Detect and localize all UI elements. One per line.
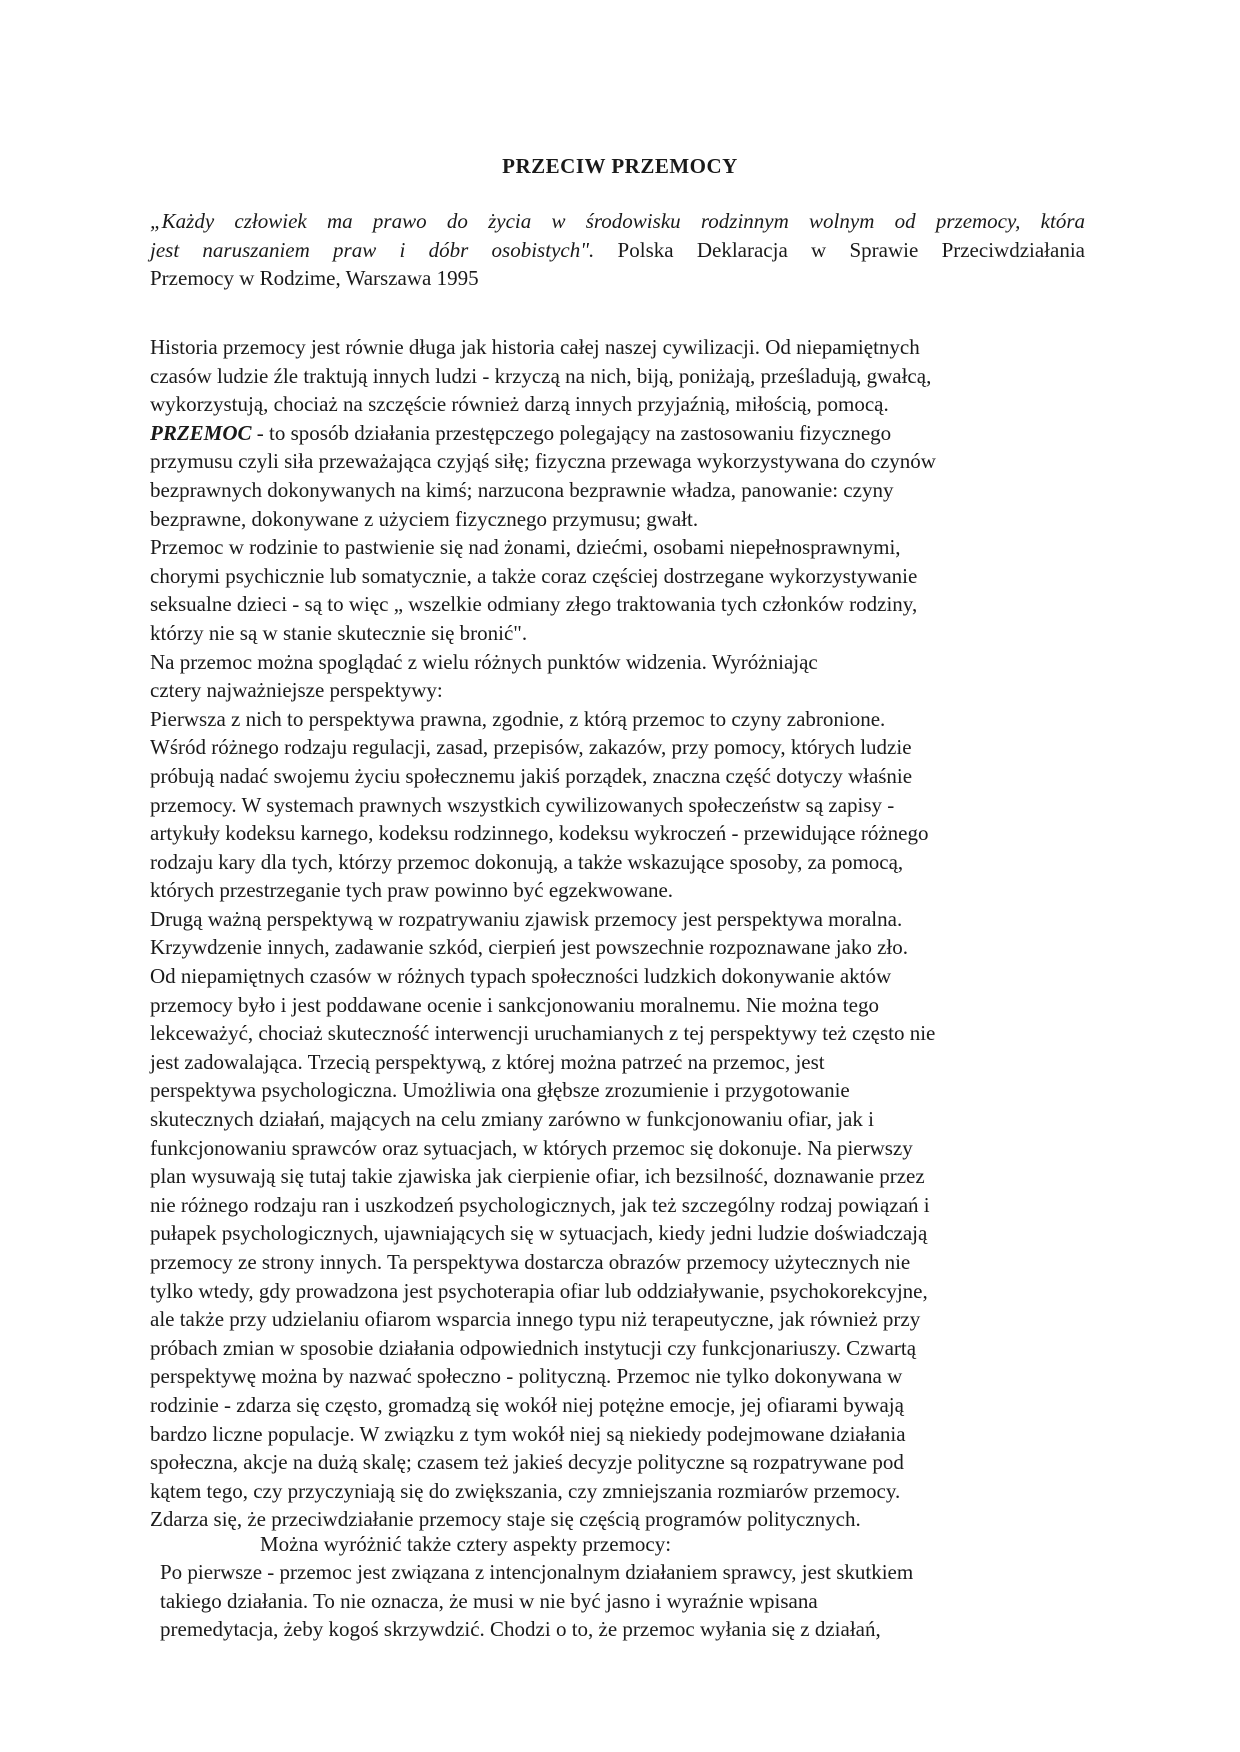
aspects-heading: Można wyróżnić także cztery aspekty przemocy: [260,1532,672,1556]
motto-quote [150,207,1085,293]
body-line: cztery najważniejsze perspektywy: [150,678,443,703]
body-line: Wśród różnego rodzaju regulacji, zasad, przepisów, zakazów, przy pomocy, których ludzie [150,735,912,760]
motto-line-2-italic: jest naruszaniem praw i dóbr osobistych". [150,237,595,262]
body-line: przemocy było i jest poddawane ocenie i sankcjonowaniu moralnemu. Nie można tego [150,992,879,1017]
body-line: wykorzystują, chociaż na szczęście również darzą innych przyjaźnią, miłością, pomocą. [150,392,889,417]
body-line: pułapek psychologicznych, ujawniających się w sytuacjach, kiedy jedni ludzie doświadczają [150,1221,928,1246]
document-title: PRZECIW PRZEMOCY [502,154,738,178]
body-line: plan wysuwają się tutaj takie zjawiska jak cierpienie ofiar, ich bezsilność, doznawanie przez [150,1164,925,1189]
body-line: Zdarza się, że przeciwdziałanie przemocy staje się częścią programów politycznych. [150,1507,861,1532]
body-line: seksualne dzieci - są to więc „ wszelkie odmiany złego traktowania tych członków rodziny, [150,592,918,617]
body-line: tylko wtedy, gdy prowadzona jest psychoterapia ofiar lub oddziaływanie, psychokorekcyjne, [150,1278,928,1303]
body-line: Drugą ważną perspektywą w rozpatrywaniu zjawisk przemocy jest perspektywa moralna. [150,906,903,931]
body-line: Na przemoc można spoglądać z wielu różnych punktów widzenia. Wyróżniając [150,649,818,674]
definition-line [150,419,1095,448]
body-line: funkcjonowaniu sprawców oraz sytuacjach, w których przemoc się dokonuje. Na pierwszy [150,1135,913,1160]
body-line: jest zadowalająca. Trzecią perspektywą, z której można patrzeć na przemoc, jest [150,1049,825,1074]
body-line: których przestrzeganie tych praw powinno być egzekwowane. [150,878,674,903]
body-line: bardzo liczne populacje. W związku z tym wokół niej są niekiedy podejmowane działania [150,1421,906,1446]
motto-line-2-rest: Polska Deklaracja w Sprawie Przeciwdziałania [594,237,1085,262]
motto-line-1: „Każdy człowiek ma prawo do życia w środowisku rodzinnym wolnym od przemocy, która [150,209,1085,233]
body-line: ale także przy udzielaniu ofiarom wsparcia innego typu niż terapeutyczne, jak również przy [150,1307,921,1332]
body-line: perspektywę można by nazwać społeczno - polityczną. Przemoc nie tylko dokonywana w [150,1364,903,1389]
body-line: nie różnego rodzaju ran i uszkodzeń psychologicznych, jak też szczególny rodzaj powiązań i [150,1192,930,1217]
body-line: którzy nie są w stanie skutecznie się bronić". [150,620,528,645]
body-line: Historia przemocy jest równie długa jak historia całej naszej cywilizacji. Od niepamiętnych [150,335,920,359]
body-line: przymusu czyli siła przeważająca czyjąś siłę; fizyczna przewaga wykorzystywana do czynów [150,449,936,474]
definition-rest: - to sposób działania przestępczego polegający na zastosowaniu fizycznego [251,420,892,445]
aspects-line: takiego działania. To nie oznacza, że musi w nie być jasno i wyraźnie wpisana [160,1588,818,1613]
body-line: Pierwsza z nich to perspektywa prawna, zgodnie, z którą przemoc to czyny zabronione. [150,706,886,731]
body-line: rodzinie - zdarza się często, gromadzą się wokół niej potężne emocje, jej ofiarami bywają [150,1392,904,1417]
body-line: rodzaju kary dla tych, którzy przemoc dokonują, a także wskazujące sposoby, za pomocą, [150,849,904,874]
body-line: skutecznych działań, mających na celu zmiany zarówno w funkcjonowaniu ofiar, jak i [150,1107,874,1132]
definition-term: PRZEMOC [150,420,252,445]
body-line: czasów ludzie źle traktują innych ludzi - krzyczą na nich, biją, poniżają, prześladują, gwałcą, [150,363,932,388]
aspects-text [160,1558,1090,1644]
body-line: chorymi psychicznie lub somatycznie, a także coraz częściej dostrzegane wykorzystywanie [150,563,918,588]
motto-line-2 [150,236,1085,265]
body-line: perspektywa psychologiczna. Umożliwia ona głębsze zrozumienie i przygotowanie [150,1078,850,1103]
body-text [150,333,1095,1534]
body-line: bezprawnych dokonywanych na kimś; narzucona bezprawnie władza, panowanie: czyny [150,477,894,502]
body-line: kątem tego, czy przyczyniają się do zwiększania, czy zmniejszania rozmiarów przemocy. [150,1478,901,1503]
body-line: bezprawne, dokonywane z użyciem fizycznego przymusu; gwałt. [150,506,699,531]
body-line: lekceważyć, chociaż skuteczność interwencji uruchamianych z tej perspektywy też często nie [150,1021,936,1046]
body-line: Od niepamiętnych czasów w różnych typach społeczności ludzkich dokonywanie aktów [150,964,892,989]
aspects-line: Po pierwsze - przemoc jest związana z intencjonalnym działaniem sprawcy, jest skutkiem [160,1560,914,1584]
body-line: artykuły kodeksu karnego, kodeksu rodzinnego, kodeksu wykroczeń - przewidujące różnego [150,821,929,846]
body-line: Krzywdzenie innych, zadawanie szkód, cierpień jest powszechnie rozpoznawane jako zło. [150,935,909,960]
body-line: społeczna, akcje na dużą skalę; czasem też jakieś decyzje polityczne są rozpatrywane pod [150,1450,904,1475]
body-line: przemocy ze strony innych. Ta perspektywa dostarcza obrazów przemocy użytecznych nie [150,1250,911,1274]
body-line: Przemoc w rodzinie to pastwienie się nad żonami, dziećmi, osobami niepełnosprawnymi, [150,535,901,560]
body-line: próbują nadać swojemu życiu społecznemu jakiś porządek, znaczna część dotyczy właśnie [150,763,913,788]
body-line: próbach zmian w sposobie działania odpowiednich instytucji czy funkcjonariuszy. Czwartą [150,1335,917,1360]
body-line: przemocy. W systemach prawnych wszystkich cywilizowanych społeczeństw są zapisy - [150,792,895,817]
motto-line-3: Przemocy w Rodzime, Warszawa 1995 [150,266,479,291]
aspects-line: premedytacja, żeby kogoś skrzywdzić. Chodzi o to, że przemoc wyłania się z działań, [160,1617,881,1642]
